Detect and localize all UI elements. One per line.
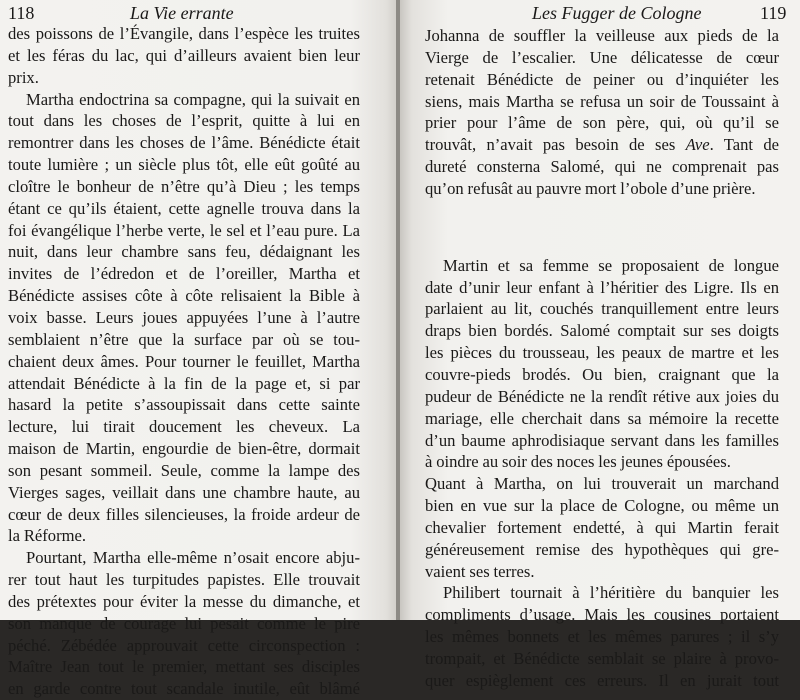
text-line: couvre-pieds brodés. Ou bien, craignant que la (425, 364, 779, 384)
text-line: mariage, elle cherchait dans sa mémoire la recette (425, 408, 779, 428)
text-line: péché. Zébédée approuvait cette circonspection : (8, 635, 360, 655)
left-running-title: La Vie errante (130, 3, 234, 23)
text-line: chaient deux âmes. Pour tourner le feuillet, Martha (8, 351, 360, 371)
text-line: généreusement remise des hypothèques qui gre- (425, 539, 779, 559)
text-line: voix basse. Leurs joues appuyées l’une à l’autre (8, 307, 360, 327)
text-line: prier pour l’âme de son père, qui, où qu’il se (425, 113, 779, 133)
text-line: les pièces du trousseau, les peaux de martre et les (425, 343, 779, 363)
text-line: Vierges sages, veillait dans une chambre haute, au (8, 482, 360, 502)
text-line: qu’on refusât au pauvre mort l’obole d’une prière. (425, 178, 756, 198)
text-line: Pourtant, Martha elle-même n’osait encore abju- (26, 548, 360, 568)
text-line: lecture, lui tirait doucement les cheveux. La (8, 417, 360, 437)
left-running-head (8, 2, 392, 24)
text-line: trouvât, n’avait pas besoin de ses Ave. Tant de (425, 135, 779, 155)
text-line: des poissons de l’Évangile, dans l’espèce les truites (8, 24, 360, 43)
text-line: Martin et sa femme se proposaient de longue (443, 255, 779, 275)
text-line: cœur de deux filles silencieuses, la froide ardeur de (8, 504, 360, 524)
left-folio: 118 (8, 3, 35, 23)
text-line: parlaient au lit, couchés tranquillement entre leurs (425, 299, 779, 319)
text-line: toute lumière ; un siècle plus tôt, elle eût goûté au (8, 155, 360, 175)
text-line: draps bien bordés. Salomé comptait sur ses doigts (425, 321, 779, 341)
right-running-title: Les Fugger de Cologne (532, 3, 702, 23)
text-line: la Réforme. (8, 526, 87, 546)
text-line: foi évangélique l’herbe verte, le sel et l’eau pure. La (8, 220, 360, 240)
text-line: cloître le bonheur de n’être qu’à Dieu ; les temps (8, 176, 360, 196)
text-line: son manque de courage lui pesait comme le pire (8, 613, 360, 633)
right-page (400, 0, 800, 690)
text-line: étant ce qu’ils étaient, cette agnelle trouva dans la (8, 198, 360, 218)
text-line: rer tout haut les turpitudes papistes. Elle trouvait (8, 570, 360, 590)
text-line: hasard la petite s’assoupissait dans cette sainte (8, 395, 360, 415)
text-line: dureté consterna Salomé, qui ne comprenait pas (425, 157, 779, 177)
left-page (0, 0, 398, 699)
left-body-text (8, 23, 360, 700)
text-line: vaient ses terres. (425, 561, 535, 581)
text-line: bien en vue sur la place de Cologne, ou même un (425, 496, 779, 516)
text-line: les mêmes bonnets et les mêmes parures ; il s’y (425, 627, 779, 647)
text-line: nuit, dans leur chambre sans feu, dédaignant les (8, 242, 360, 262)
text-line: d’un baume aphrodisiaque servant dans les familles (425, 430, 779, 450)
text-line: et les féras du lac, qui d’ailleurs avaient bien leur (8, 45, 360, 65)
right-folio: 119 (760, 3, 787, 23)
text-line: maison de Martin, engourdie de bien-être, dormait (8, 439, 360, 459)
text-line: son pesant sommeil. Seule, comme la lampe des (8, 460, 360, 480)
text-line: prix. (8, 67, 39, 87)
text-line: date d’unir leur enfant à l’héritier des Ligre. Ils en (425, 277, 779, 297)
text-line: siens, mais Martha se refusa un soir de Toussaint à (425, 91, 779, 111)
text-line: chevalier fortement endetté, à qui Martin ferait (425, 517, 779, 537)
text-line: quer espièglement ces erreurs. Il en jurait tout (425, 670, 779, 690)
text-line: Johanna de souffler la veilleuse aux pieds de la (425, 26, 779, 45)
text-line: des prétextes pour éviter la messe du dimanche, et (8, 591, 360, 611)
text-line: trompait, et Bénédicte semblait se plaire à provo- (425, 648, 779, 668)
text-line: tout dans les choses de l’esprit, quitte à lui en (8, 111, 360, 131)
text-line: pudeur de Bénédicte ne la rendît rétive aux joies du (425, 386, 779, 406)
text-line: compliments d’usage. Mais les cousines portaient (425, 605, 779, 625)
text-line: semblaient n’être que la surface par où se tou- (8, 329, 360, 349)
text-line: attendait Bénédicte à la fin de la page et, si par (8, 373, 360, 393)
text-line: Vierge de l’escalier. Une délicatesse de cœur (425, 47, 779, 67)
right-body-text (425, 25, 779, 692)
text-line: remontrer dans les choses de l’âme. Bénédicte était (8, 133, 360, 153)
text-line: Philibert tournait à l’héritière du banquier les (443, 583, 779, 603)
text-line: invites de l’édredon et de l’oreiller, Martha et (8, 264, 360, 284)
section-break (425, 200, 779, 255)
text-line: en garde contre tout scandale inutile, eût blâmé (8, 679, 360, 699)
text-line: Martha endoctrina sa compagne, qui la suivait en (26, 89, 360, 109)
text-line: Bénédicte assises côte à côte relisaient la Bible à (8, 286, 360, 306)
text-line: retenait Bénédicte de peiner ou d’inquiéter les (425, 69, 779, 89)
text-line: à oindre au soir des noces les jeunes épousées. (425, 452, 731, 472)
text-line: Quant à Martha, on lui trouverait un marchand (425, 474, 779, 494)
text-line: Maître Jean tout le premier, mettant ses disciples (8, 657, 360, 677)
